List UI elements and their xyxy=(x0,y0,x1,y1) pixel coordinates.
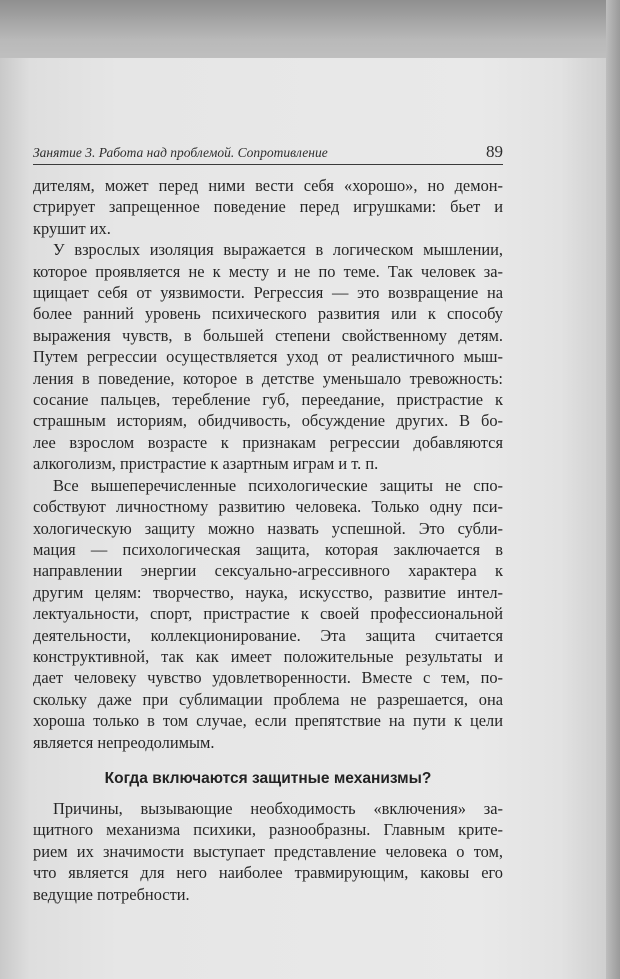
text-line: что является для него наиболее травмирующим, каковы его xyxy=(33,863,503,883)
text-line: стрирует запрещенное поведение перед игрушками: бьет и xyxy=(33,197,503,217)
text-line: Путем регрессии осуществляется уход от реалистичного мыш- xyxy=(33,347,503,367)
text-line: щитного механизма психики, разнообразны. Главным крите- xyxy=(33,820,503,840)
running-header xyxy=(33,142,503,165)
body-text xyxy=(33,175,503,905)
text-line: другим целям: творчество, наука, искусство, развитие интел- xyxy=(33,582,503,602)
text-line: мация — психологическая защита, которая заключается в xyxy=(33,539,503,559)
text-line: дителям, может перед ними вести себя «хорошо», но демон- xyxy=(33,176,503,195)
paragraph xyxy=(33,175,503,239)
text-line: крушит их. xyxy=(33,218,111,238)
paragraph xyxy=(33,798,503,905)
text-line: конструктивной, так как имеет положительные результаты и xyxy=(33,646,503,666)
text-line: более ранний уровень психического развития или к способу xyxy=(33,304,503,324)
text-line: сосание пальцев, теребление губ, переедание, пристрастие к xyxy=(33,390,503,410)
paragraph xyxy=(33,239,503,474)
text-line: ведущие потребности. xyxy=(33,884,190,904)
section-heading: Когда включаются защитные механизмы? xyxy=(104,769,432,787)
text-line: Причины, вызывающие необходимость «включения» за- xyxy=(53,798,503,818)
text-line: ления в поведение, которое в детстве уменьшало тревожность: xyxy=(33,368,503,388)
text-line: хологическую защиту можно назвать успешной. Это субли- xyxy=(33,518,503,538)
text-line: алкоголизм, пристрастие к азартным играм и т. п. xyxy=(33,454,379,474)
text-line: является непреодолимым. xyxy=(33,732,215,752)
text-line: рием их значимости выступает представление человека о том, xyxy=(33,841,503,861)
paragraph xyxy=(33,475,503,753)
text-line: деятельности, коллекционирование. Эта защита считается xyxy=(33,625,503,645)
text-line: скольку даже при сублимации проблема не разрешается, она xyxy=(33,689,503,709)
text-line: хороша только в том случае, если препятствие на пути к цели xyxy=(33,711,503,731)
text-line: лее взрослом возрасте к признакам регрессии добавляются xyxy=(33,432,503,452)
text-line: щищает себя от уязвимости. Регрессия — это возвращение на xyxy=(33,283,503,303)
text-line: выражения чувств, в большей степени свойственному детям. xyxy=(33,325,503,345)
text-line: Все вышеперечисленные психологические защиты не спо- xyxy=(53,475,503,495)
text-line: направлении энергии сексуально-агрессивного характера к xyxy=(33,561,503,581)
text-line: которое проявляется не к месту и не по теме. Так человек за- xyxy=(33,261,503,281)
text-line: У взрослых изоляция выражается в логическом мышлении, xyxy=(53,240,503,260)
text-line: страшным историям, обидчивость, обсуждение других. В бо- xyxy=(33,411,503,431)
page-number: 89 xyxy=(486,142,503,161)
text-line: лектуальности, спорт, пристрастие к своей профессиональной xyxy=(33,604,503,624)
page-edge-shadow xyxy=(606,0,620,979)
text-line: собствуют личностному развитию человека. Только одну пси- xyxy=(33,497,503,517)
running-title: Занятие 3. Работа над проблемой. Сопротивление xyxy=(33,145,328,160)
text-line: дает человеку чувство удовлетворенности. Вместе с тем, по- xyxy=(33,668,503,688)
